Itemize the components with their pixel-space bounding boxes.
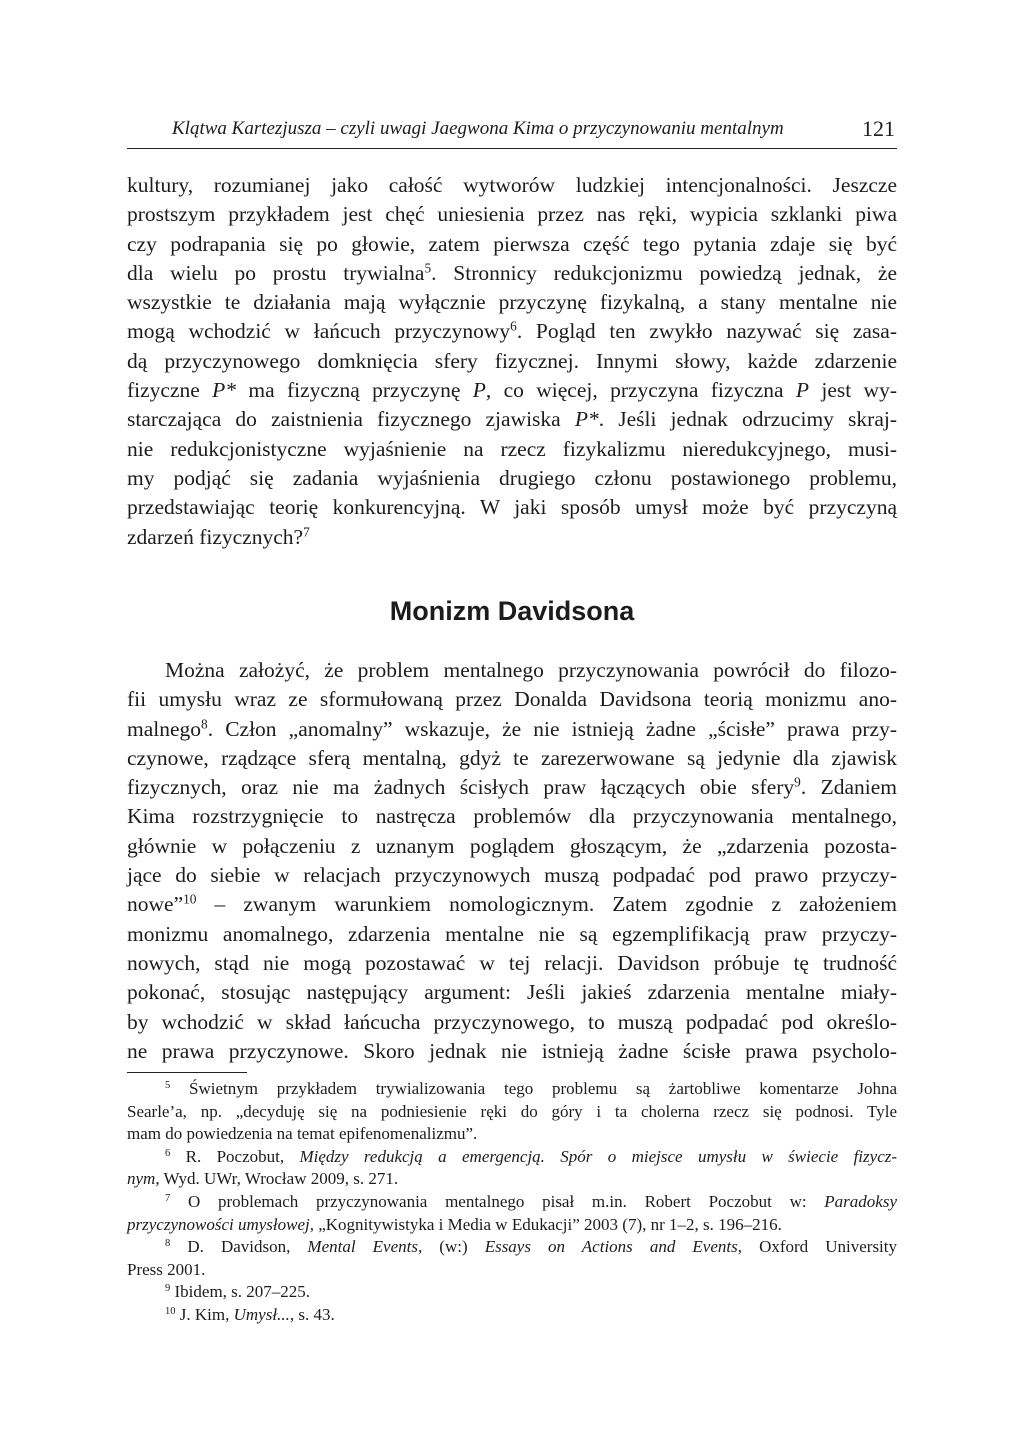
text-line: kultury, rozumianej jako całość wytworów ludzkiej intencjonalności. Jeszcze — [127, 173, 897, 197]
text-fragment: ma fizyczną przyczynę — [236, 378, 473, 403]
footnote-number: 7 — [165, 1193, 171, 1205]
text-line: ne prawa przyczynowe. Skoro jednak nie istnieją żadne ścisłe prawa psycholo- — [127, 1038, 897, 1063]
text-line: monizmu anomalnego, zdarzenia mentalne nie są egzemplifikacją praw przyczy- — [127, 921, 897, 946]
book-title: Essays on Actions and Events — [484, 1237, 738, 1257]
footnote-text: Ibidem, s. 207–225. — [174, 1282, 311, 1302]
symbol: P* — [574, 407, 599, 432]
footnote-10 — [127, 1304, 897, 1327]
footnote-number: 9 — [165, 1283, 171, 1295]
footnote-text: , Oxford University — [737, 1237, 898, 1257]
text-line: głównie w połączeniu z uznanym poglądem głoszącym, że „zdarzenia pozosta- — [127, 833, 897, 858]
text-line: Można założyć, że problem mentalnego przyczynowania powrócił do filozo- — [165, 658, 897, 682]
section-heading: Monizm Davidsona — [389, 596, 635, 626]
text-line: jące do siebie w relacjach przyczynowych muszą podpadać pod prawo przyczy- — [127, 863, 897, 888]
text-line — [127, 405, 897, 434]
text-fragment: jest wy- — [809, 378, 897, 403]
footnote-5 — [127, 1078, 897, 1101]
footnote-ref[interactable]: 9 — [794, 774, 801, 790]
text-line: Kima rozstrzygnięcie to nastręcza problemów dla przyczynowania mentalnego, — [127, 804, 897, 829]
text-fragment: . Jeśli jednak odrzucimy skraj- — [598, 407, 897, 432]
text-line: przedstawiając teorię konkurencyjną. W jaki sposób umysł może być przyczyną — [127, 495, 897, 520]
text-line — [127, 715, 897, 744]
symbol: P — [795, 378, 810, 403]
paragraph-2 — [127, 656, 897, 1066]
footnote-8 — [127, 1236, 897, 1259]
text-fragment: . Pogląd ten zwykło nazywać się zasa- — [516, 319, 897, 344]
text-line: my podjąć się zadania wyjaśnienia drugiego członu postawionego problemu, — [127, 465, 897, 490]
text-line: fii umysłu wraz ze sformułowaną przez Donalda Davidsona teorią monizmu ano- — [127, 687, 897, 712]
running-header — [127, 116, 897, 149]
book-title: Paradoksy — [824, 1191, 898, 1211]
text-fragment: . Zdaniem — [800, 775, 897, 800]
footnote-text: , (w:) — [417, 1237, 485, 1257]
footnote-line — [127, 1214, 897, 1237]
footnote-number: 6 — [165, 1147, 171, 1159]
text-fragment: . Stronnicy redukcjonizmu powiedzą jednak, że — [431, 260, 897, 285]
book-title: przyczynowości umysłowej — [127, 1214, 310, 1234]
footnote-ref[interactable]: 8 — [201, 716, 208, 732]
footnote-text: J. Kim, — [179, 1304, 234, 1324]
text-fragment: nowe” — [127, 892, 184, 917]
footnote-text: , Wyd. UWr, Wrocław 2009, s. 271. — [155, 1169, 399, 1189]
book-title: Mental Events — [307, 1237, 418, 1257]
text-line: wszystkie te działania mają wyłącznie przyczynę fizykalną, a stany mentalne nie — [127, 290, 897, 315]
footnote-ref[interactable]: 5 — [424, 260, 432, 276]
text-fragment: mogą wchodzić w łańcuch przyczynowy — [127, 319, 511, 344]
text-fragment: . Człon „anomalny” wskazuje, że nie istnieją żadne „ścisłe” prawa przy- — [207, 716, 897, 741]
footnote-text: , „Kognitywistyka i Media w Edukacji” 2003 (7), nr 1–2, s. 196–216. — [309, 1214, 782, 1234]
text-line: pokonać, stosując następujący argument: Jeśli jakieś zdarzenia mentalne miały- — [127, 980, 897, 1005]
footnote-text: O problemach przyczynowania mentalnego pisał m.in. Robert Poczobut w: — [188, 1191, 825, 1211]
text-line: czynowe, rządzące sferą mentalną, gdyż te zarezerwowane są jedynie dla zjawisk — [127, 745, 897, 770]
footnote-divider — [127, 1072, 247, 1073]
footnote-ref[interactable]: 6 — [510, 319, 517, 335]
book-title: nym — [127, 1169, 156, 1189]
text-line: by wchodzić w skład łańcucha przyczynowego, to muszą podpadać pod określo- — [127, 1009, 897, 1034]
page-number: 121 — [862, 116, 895, 141]
footnote-ref[interactable]: 7 — [303, 524, 310, 540]
running-title: Klątwa Kartezjusza – czyli uwagi Jaegwona Kima o przyczynowaniu mentalnym — [172, 118, 784, 139]
footnote-line: Press 2001. — [127, 1259, 206, 1279]
footnote-text: R. Poczobut, — [185, 1146, 300, 1166]
text-fragment: zdarzeń fizycznych? — [127, 524, 304, 549]
text-fragment: starczająca do zaistnienia fizycznego zjawiska — [127, 407, 575, 432]
text-line — [127, 523, 897, 552]
footnote-number: 5 — [165, 1080, 171, 1092]
footnote-ref[interactable]: 10 — [183, 892, 197, 908]
footnote-text: , s. 43. — [289, 1304, 335, 1324]
footnote-text: D. Davidson, — [187, 1237, 308, 1257]
text-line — [127, 773, 897, 802]
symbol: P — [472, 378, 486, 403]
text-line: czy podrapania się po głowie, zatem pierwsza część tego pytania zdaje się być — [127, 231, 897, 256]
text-line: dą przyczynowego domknięcia sfery fizycznej. Innymi słowy, każde zdarzenie — [127, 348, 897, 373]
text-line: nie redukcjonistyczne wyjaśnienie na rzecz fizykalizmu nieredukcyjnego, musi- — [127, 436, 897, 461]
text-fragment: fizycznych, oraz nie ma żadnych ścisłych praw łączących obie sfery — [127, 775, 795, 800]
text-fragment: , co więcej, przyczyna fizyczna — [485, 378, 796, 403]
book-title: Między redukcją a emergencją. Spór o miejsce umysłu w świecie fizycz- — [299, 1146, 898, 1166]
text-fragment: fizyczne — [127, 378, 213, 403]
text-fragment: malnego — [127, 716, 202, 741]
text-line: prostszym przykładem jest chęć uniesienia przez nas ręki, wypicia szklanki piwa — [127, 202, 897, 227]
text-fragment: dla wielu po prostu trywialna — [127, 260, 425, 285]
book-title: Umysł... — [233, 1304, 290, 1324]
footnote-line: Searle’a, np. „decyduję się na podniesienie ręki do góry i ta cholerna rzecz się podnosi. Tyle — [127, 1101, 897, 1121]
text-line — [127, 890, 897, 919]
text-line — [127, 376, 897, 405]
text-line — [127, 317, 897, 346]
footnote-number: 10 — [165, 1306, 176, 1318]
symbol: P* — [212, 378, 237, 403]
text-fragment: – zwanym warunkiem nomologicznym. Zatem zgodnie z założeniem — [196, 892, 897, 917]
text-line — [127, 259, 897, 288]
footnote-7 — [127, 1191, 897, 1214]
footnote-line — [127, 1168, 897, 1191]
footnote-text: Świetnym przykładem trywializowania tego problemu są żartobliwe komentarze Johna — [189, 1079, 897, 1098]
footnote-number: 8 — [165, 1238, 171, 1250]
text-line: nowych, stąd nie mogą pozostawać w tej relacji. Davidson próbuje tę trudność — [127, 950, 897, 975]
paragraph-1 — [127, 171, 897, 552]
footnote-line: mam do powiedzenia na temat epifenomenalizmu”. — [127, 1124, 478, 1144]
footnote-9 — [127, 1281, 897, 1304]
footnote-6 — [127, 1146, 897, 1169]
footnotes — [127, 1078, 897, 1327]
